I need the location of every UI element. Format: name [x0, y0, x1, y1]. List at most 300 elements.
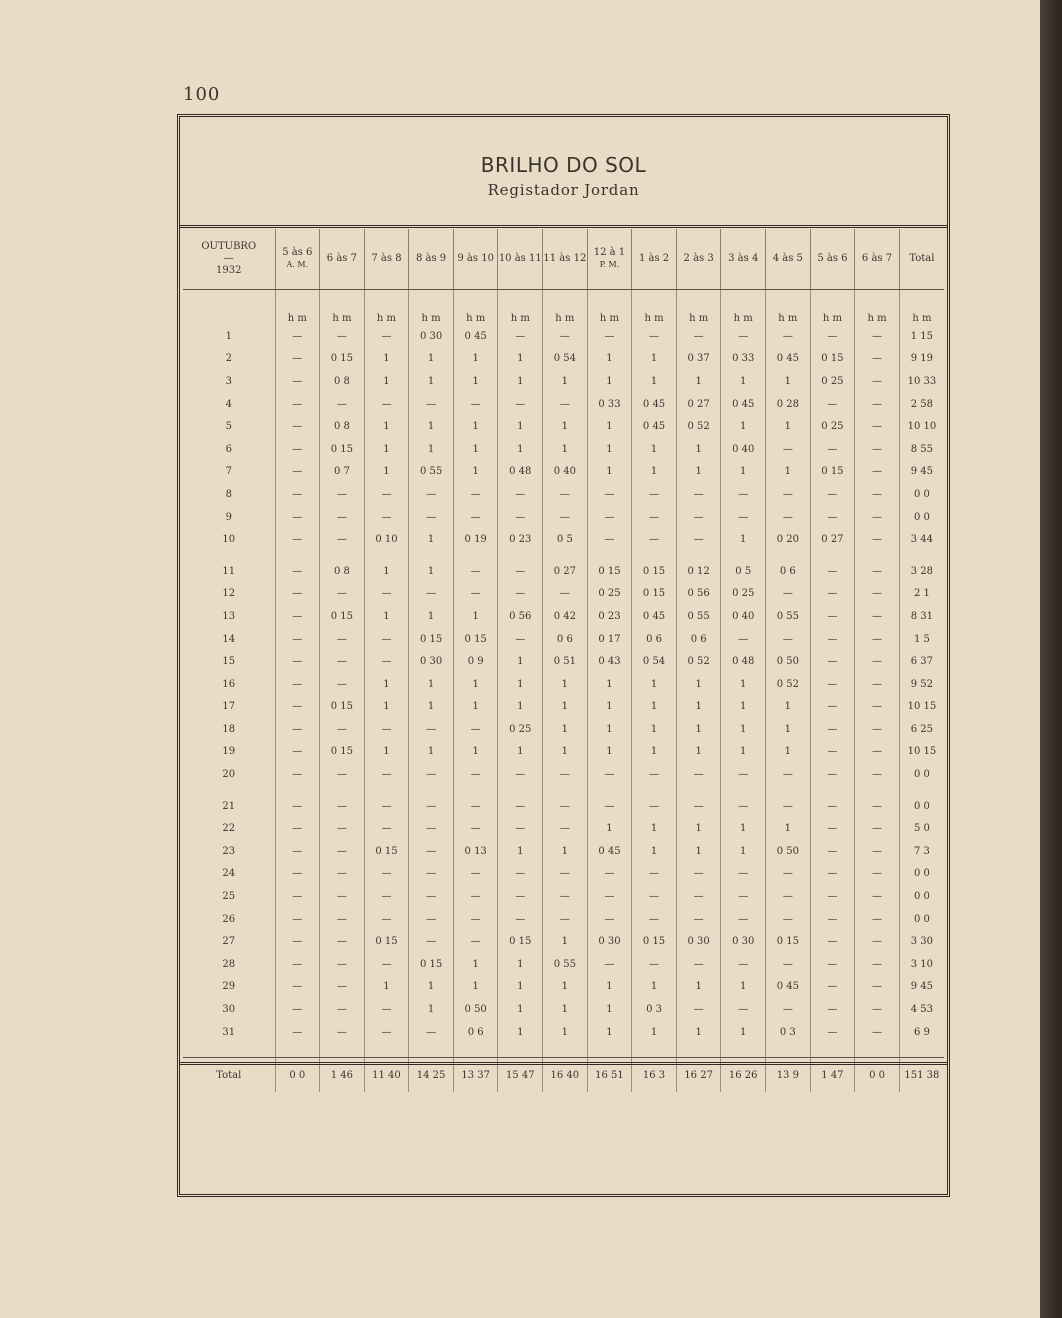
value-cell: —: [632, 506, 677, 529]
value-cell: 1: [453, 370, 498, 393]
value-cell: 1: [498, 976, 543, 999]
value-cell: 0 52: [766, 673, 811, 696]
table-row: [183, 506, 944, 529]
value-cell: —: [320, 908, 365, 931]
day-cell: 30: [222, 1004, 236, 1016]
value-cell: 1: [632, 840, 677, 863]
value-cell: —: [766, 908, 811, 931]
value-cell: 0 15: [632, 560, 677, 583]
total-cell: 16 51: [587, 1058, 632, 1093]
value-cell: 1: [721, 528, 766, 551]
table-row: [183, 438, 944, 461]
value-cell: 1: [543, 370, 588, 393]
value-cell: 0 55: [543, 953, 588, 976]
row-gap: [183, 786, 944, 795]
value-cell: —: [275, 673, 320, 696]
value-cell: 0 52: [676, 650, 721, 673]
gap-cell: [275, 786, 320, 795]
value-cell: —: [364, 650, 409, 673]
value-cell: 1: [498, 438, 543, 461]
column-header: [409, 229, 454, 290]
sunshine-table: [183, 229, 944, 1092]
unit-label: h m: [766, 290, 811, 326]
value-cell: 5 0: [899, 817, 944, 840]
value-cell: —: [320, 998, 365, 1021]
value-cell: 1: [364, 741, 409, 764]
day-cell: 1: [225, 330, 232, 342]
day-cell: 8: [225, 488, 232, 500]
value-cell: 0 55: [676, 605, 721, 628]
column-header: [498, 229, 543, 290]
sep-cell: [721, 1043, 766, 1058]
value-cell: —: [721, 763, 766, 786]
column-header: [899, 229, 944, 290]
value-cell: —: [855, 741, 900, 764]
value-cell: —: [275, 817, 320, 840]
value-cell: 1: [721, 673, 766, 696]
value-cell: 0 30: [721, 930, 766, 953]
day-cell: 4: [225, 398, 232, 410]
total-cell: 13 9: [766, 1058, 811, 1093]
value-cell: —: [721, 863, 766, 886]
value-cell: 0 6: [766, 560, 811, 583]
value-cell: 0 48: [721, 650, 766, 673]
value-cell: —: [275, 840, 320, 863]
value-cell: 0 45: [632, 415, 677, 438]
value-cell: 1: [364, 696, 409, 719]
value-cell: 1: [409, 370, 454, 393]
sep-cell: [320, 1043, 365, 1058]
value-cell: 0 37: [676, 348, 721, 371]
value-cell: 0 45: [766, 348, 811, 371]
value-cell: —: [275, 583, 320, 606]
value-cell: —: [855, 795, 900, 818]
value-cell: 1: [587, 741, 632, 764]
value-cell: —: [275, 483, 320, 506]
value-cell: 0 10: [364, 528, 409, 551]
value-cell: 1: [721, 370, 766, 393]
value-cell: —: [810, 908, 855, 931]
sep-cell: [899, 1043, 944, 1058]
total-cell: 1 46: [320, 1058, 365, 1093]
value-cell: —: [855, 840, 900, 863]
value-cell: —: [587, 325, 632, 348]
value-cell: —: [275, 438, 320, 461]
value-cell: —: [275, 560, 320, 583]
day-cell: 2: [225, 353, 232, 365]
table-title: BRILHO DO SOL: [480, 153, 647, 177]
gap-cell: [320, 786, 365, 795]
value-cell: 0 43: [587, 650, 632, 673]
value-cell: —: [498, 483, 543, 506]
value-cell: —: [453, 506, 498, 529]
value-cell: 8 31: [899, 605, 944, 628]
value-cell: —: [676, 528, 721, 551]
gap-cell: [810, 551, 855, 560]
table-row: [183, 718, 944, 741]
sep-cell: [543, 1043, 588, 1058]
value-cell: 1: [721, 696, 766, 719]
value-cell: 0 0: [899, 506, 944, 529]
value-cell: 6 37: [899, 650, 944, 673]
day-cell: 9: [225, 511, 232, 523]
row-gap: [183, 551, 944, 560]
value-cell: 1: [409, 976, 454, 999]
value-cell: 1: [721, 817, 766, 840]
value-cell: 0 52: [676, 415, 721, 438]
value-cell: —: [409, 718, 454, 741]
value-cell: —: [855, 863, 900, 886]
value-cell: 0 9: [453, 650, 498, 673]
value-cell: —: [409, 908, 454, 931]
value-cell: 1: [676, 840, 721, 863]
value-cell: —: [409, 583, 454, 606]
value-cell: 0 15: [453, 628, 498, 651]
value-cell: 1: [453, 348, 498, 371]
value-cell: 0 54: [632, 650, 677, 673]
value-cell: —: [275, 718, 320, 741]
value-cell: 1: [766, 461, 811, 484]
value-cell: —: [587, 528, 632, 551]
total-cell: 13 37: [453, 1058, 498, 1093]
gap-cell: [543, 551, 588, 560]
month-name: OUTUBRO: [201, 241, 257, 252]
table-row: [183, 650, 944, 673]
sep-cell: [364, 1043, 409, 1058]
value-cell: —: [364, 325, 409, 348]
value-cell: 1: [676, 696, 721, 719]
day-cell: 5: [225, 421, 232, 433]
sep-cell: [183, 1043, 275, 1058]
value-cell: —: [275, 370, 320, 393]
value-cell: 0 45: [453, 325, 498, 348]
value-cell: —: [498, 325, 543, 348]
value-cell: —: [810, 483, 855, 506]
value-cell: —: [320, 795, 365, 818]
value-cell: —: [320, 718, 365, 741]
value-cell: —: [364, 718, 409, 741]
value-cell: 1: [676, 741, 721, 764]
value-cell: —: [766, 438, 811, 461]
gap-cell: [721, 551, 766, 560]
sep-cell: [498, 1043, 543, 1058]
value-cell: —: [587, 763, 632, 786]
column-header-hours: 2 às 3: [683, 253, 714, 264]
value-cell: —: [855, 953, 900, 976]
value-cell: —: [453, 930, 498, 953]
value-cell: 1: [498, 840, 543, 863]
day-cell: 24: [222, 868, 236, 880]
value-cell: 1: [409, 528, 454, 551]
value-cell: —: [275, 605, 320, 628]
unit-label: h m: [899, 290, 944, 326]
day-cell: 6: [225, 443, 232, 455]
gap-cell: [409, 786, 454, 795]
value-cell: 0 15: [320, 348, 365, 371]
value-cell: —: [543, 325, 588, 348]
value-cell: —: [810, 393, 855, 416]
value-cell: —: [543, 863, 588, 886]
value-cell: —: [453, 795, 498, 818]
value-cell: —: [766, 953, 811, 976]
value-cell: 0 48: [498, 461, 543, 484]
day-cell: 29: [222, 981, 236, 993]
table-row: [183, 840, 944, 863]
value-cell: 1: [587, 718, 632, 741]
value-cell: —: [632, 325, 677, 348]
value-cell: 0 25: [587, 583, 632, 606]
day-cell: 25: [222, 891, 236, 903]
value-cell: —: [320, 930, 365, 953]
value-cell: 1 15: [899, 325, 944, 348]
value-cell: 0 0: [899, 885, 944, 908]
value-cell: 1: [543, 1021, 588, 1044]
sep-cell: [632, 1043, 677, 1058]
column-header: [320, 229, 365, 290]
sep-cell: [587, 1043, 632, 1058]
day-cell: 10: [222, 534, 236, 546]
value-cell: —: [543, 763, 588, 786]
column-header: [676, 229, 721, 290]
gap-cell: [183, 786, 275, 795]
value-cell: —: [275, 325, 320, 348]
value-cell: 0 50: [453, 998, 498, 1021]
value-cell: 0 15: [320, 741, 365, 764]
value-cell: 1: [587, 696, 632, 719]
value-cell: 1: [632, 976, 677, 999]
value-cell: —: [320, 763, 365, 786]
value-cell: 0 15: [409, 628, 454, 651]
value-cell: 0 20: [766, 528, 811, 551]
value-cell: 0 0: [899, 863, 944, 886]
table-row: [183, 673, 944, 696]
value-cell: 0 45: [587, 840, 632, 863]
value-cell: —: [275, 976, 320, 999]
value-cell: —: [453, 863, 498, 886]
column-header: [632, 229, 677, 290]
value-cell: —: [275, 763, 320, 786]
value-cell: —: [810, 325, 855, 348]
value-cell: —: [721, 908, 766, 931]
day-cell: 18: [222, 723, 236, 735]
value-cell: 0 30: [587, 930, 632, 953]
gap-cell: [183, 551, 275, 560]
value-cell: —: [855, 1021, 900, 1044]
table-row: [183, 528, 944, 551]
value-cell: 0 56: [498, 605, 543, 628]
value-cell: —: [810, 817, 855, 840]
value-cell: 1: [632, 718, 677, 741]
value-cell: —: [810, 650, 855, 673]
value-cell: 0 50: [766, 840, 811, 863]
value-cell: 1: [676, 718, 721, 741]
day-cell: 20: [222, 769, 236, 781]
total-cell: 16 26: [721, 1058, 766, 1093]
sep-cell: [810, 1043, 855, 1058]
value-cell: —: [275, 650, 320, 673]
value-cell: —: [587, 863, 632, 886]
value-cell: 0 15: [320, 438, 365, 461]
value-cell: —: [766, 885, 811, 908]
value-cell: —: [453, 718, 498, 741]
value-cell: 1: [364, 461, 409, 484]
value-cell: 1: [453, 976, 498, 999]
column-header-hours: 1 às 2: [638, 253, 670, 264]
value-cell: 1: [587, 415, 632, 438]
value-cell: —: [409, 506, 454, 529]
value-cell: 1: [498, 998, 543, 1021]
value-cell: 1: [766, 696, 811, 719]
value-cell: 0 23: [587, 605, 632, 628]
value-cell: 0 5: [543, 528, 588, 551]
unit-label: h m: [275, 290, 320, 326]
value-cell: —: [364, 1021, 409, 1044]
sep-cell: [275, 1043, 320, 1058]
value-cell: 1: [721, 718, 766, 741]
day-cell: 21: [222, 800, 236, 812]
table-subtitle: Registador Jordan: [487, 181, 640, 199]
value-cell: —: [810, 953, 855, 976]
value-cell: 1: [632, 1021, 677, 1044]
column-header: [275, 229, 320, 290]
table-row: [183, 393, 944, 416]
table-row: [183, 976, 944, 999]
value-cell: —: [320, 885, 365, 908]
value-cell: —: [498, 763, 543, 786]
value-cell: —: [409, 1021, 454, 1044]
table-row: [183, 583, 944, 606]
table-body: [183, 290, 944, 1093]
value-cell: 0 15: [320, 696, 365, 719]
value-cell: 1: [364, 605, 409, 628]
value-cell: —: [543, 483, 588, 506]
table-row: [183, 605, 944, 628]
value-cell: —: [676, 483, 721, 506]
value-cell: 0 0: [899, 483, 944, 506]
gap-cell: [364, 786, 409, 795]
value-cell: —: [855, 650, 900, 673]
day-cell: 14: [222, 633, 236, 645]
month-year: 1932: [216, 265, 242, 276]
value-cell: 1: [453, 696, 498, 719]
value-cell: 3 10: [899, 953, 944, 976]
value-cell: 1: [364, 976, 409, 999]
value-cell: —: [855, 483, 900, 506]
page-number: 100: [183, 84, 221, 105]
value-cell: —: [543, 908, 588, 931]
value-cell: —: [409, 817, 454, 840]
value-cell: —: [320, 393, 365, 416]
value-cell: —: [453, 560, 498, 583]
table-frame: [177, 114, 950, 1197]
gap-cell: [899, 786, 944, 795]
value-cell: —: [632, 863, 677, 886]
table-row: [183, 741, 944, 764]
value-cell: 0 3: [632, 998, 677, 1021]
column-header-hours: 4 às 5: [772, 253, 803, 264]
value-cell: 0 8: [320, 370, 365, 393]
value-cell: —: [409, 930, 454, 953]
value-cell: 1: [632, 741, 677, 764]
value-cell: —: [409, 763, 454, 786]
value-cell: 1: [543, 718, 588, 741]
value-cell: 1: [632, 673, 677, 696]
value-cell: —: [632, 953, 677, 976]
column-header-hours: 9 às 10: [457, 253, 494, 264]
value-cell: —: [810, 741, 855, 764]
value-cell: —: [543, 583, 588, 606]
gap-cell: [498, 551, 543, 560]
value-cell: 1: [721, 976, 766, 999]
value-cell: 0 45: [632, 393, 677, 416]
value-cell: —: [855, 908, 900, 931]
column-header: [587, 229, 632, 290]
value-cell: —: [676, 885, 721, 908]
column-header-hours: 5 às 6: [282, 247, 313, 258]
unit-label: h m: [543, 290, 588, 326]
value-cell: 0 45: [721, 393, 766, 416]
value-cell: 0 15: [632, 930, 677, 953]
column-header-hours: 7 às 8: [371, 253, 402, 264]
value-cell: 1: [498, 673, 543, 696]
value-cell: —: [855, 583, 900, 606]
value-cell: 0 0: [899, 908, 944, 931]
value-cell: 1: [409, 673, 454, 696]
value-cell: —: [453, 763, 498, 786]
sep-cell: [855, 1043, 900, 1058]
value-cell: 0 23: [498, 528, 543, 551]
value-cell: 1: [543, 696, 588, 719]
day-cell: 17: [222, 701, 236, 713]
value-cell: 1: [498, 696, 543, 719]
gap-cell: [855, 551, 900, 560]
value-cell: 1: [543, 930, 588, 953]
value-cell: —: [409, 863, 454, 886]
value-cell: 1: [632, 817, 677, 840]
value-cell: —: [721, 506, 766, 529]
sep-cell: [676, 1043, 721, 1058]
value-cell: —: [810, 763, 855, 786]
value-cell: —: [320, 953, 365, 976]
value-cell: —: [275, 908, 320, 931]
value-cell: 1: [409, 998, 454, 1021]
value-cell: —: [275, 863, 320, 886]
value-cell: 0 55: [409, 461, 454, 484]
bottom-rule: [180, 1062, 947, 1065]
value-cell: 1: [721, 840, 766, 863]
column-header: [453, 229, 498, 290]
table-row: [183, 795, 944, 818]
value-cell: —: [721, 325, 766, 348]
value-cell: 1: [409, 438, 454, 461]
value-cell: —: [498, 628, 543, 651]
value-cell: 1: [409, 605, 454, 628]
value-cell: 0 51: [543, 650, 588, 673]
column-header-hours: 12 à 1: [593, 247, 626, 258]
value-cell: —: [587, 885, 632, 908]
value-cell: 1: [453, 461, 498, 484]
value-cell: 0 15: [632, 583, 677, 606]
value-cell: —: [855, 998, 900, 1021]
value-cell: —: [766, 583, 811, 606]
column-header-hours: 3 às 4: [728, 253, 759, 264]
value-cell: 1: [543, 976, 588, 999]
value-cell: 1: [676, 1021, 721, 1044]
value-cell: —: [453, 908, 498, 931]
value-cell: —: [855, 438, 900, 461]
column-header-hours: Total: [909, 253, 935, 264]
unit-label: h m: [364, 290, 409, 326]
